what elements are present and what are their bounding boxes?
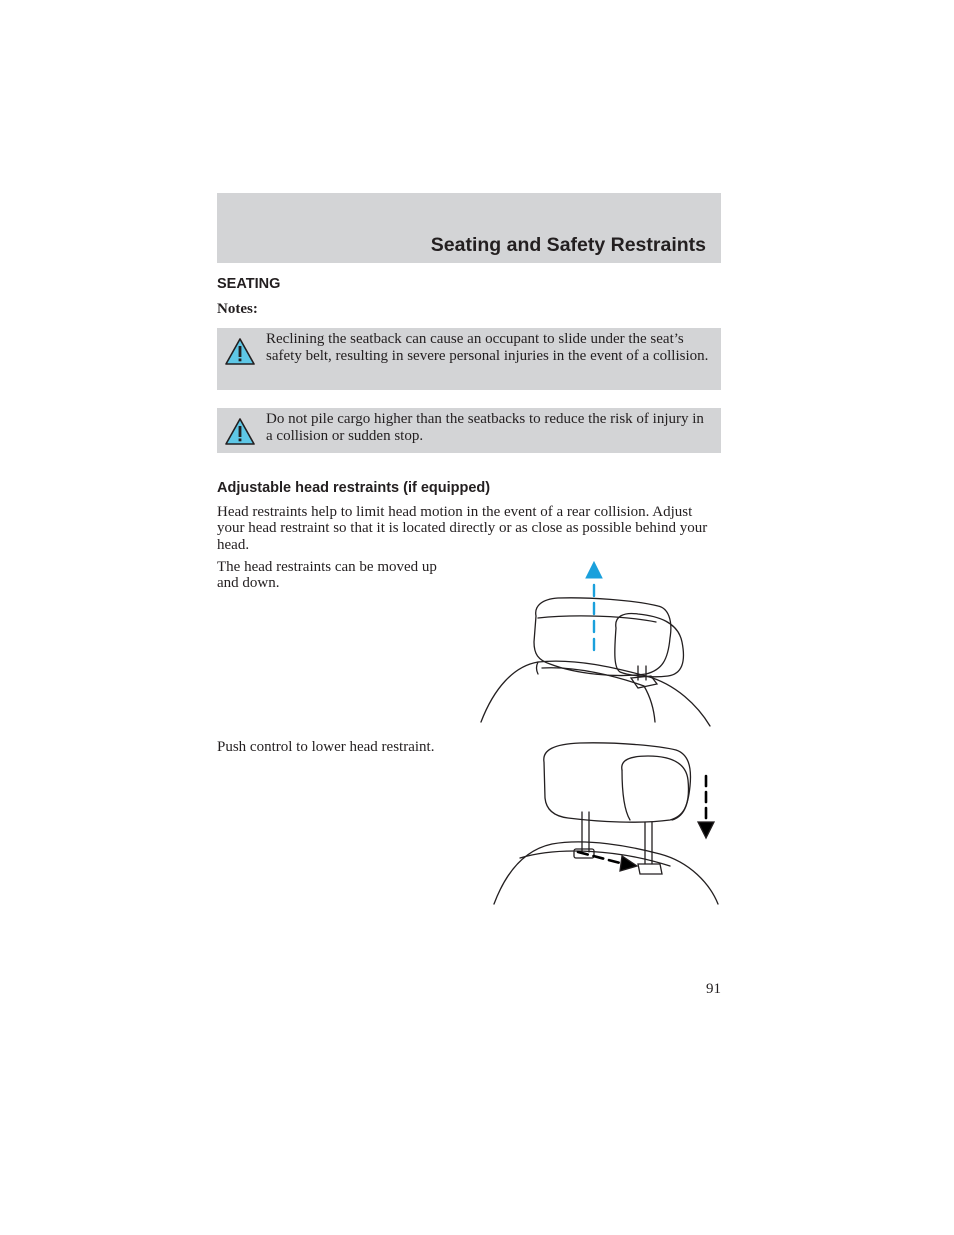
lower-instruction: Push control to lower head restraint.: [217, 739, 435, 755]
subsection-heading: Adjustable head restraints (if equipped): [217, 480, 491, 496]
notes-label: Notes:: [217, 301, 258, 317]
header-band: [217, 193, 721, 263]
page-header-title: Seating and Safety Restraints: [430, 234, 706, 256]
warning-box: [217, 408, 721, 453]
warning-triangle-icon: [224, 417, 256, 447]
raise-instruction: The head restraints can be moved up and down.: [217, 559, 437, 592]
head-restraint-lower-illustration: [490, 740, 722, 908]
section-heading: SEATING: [217, 276, 281, 292]
head-restraint-paragraph: Head restraints help to limit head motion in the event of a rear collision. Adjust your head restraint so that it is located directly or as close as possible behind your head.: [217, 504, 708, 553]
warning-text: Reclining the seatback can cause an occupant to slide under the seat’s safety belt, resulting in severe personal injuries in the event of a collision.: [266, 331, 709, 364]
warning-text: Do not pile cargo higher than the seatbacks to reduce the risk of injury in a collision or sudden stop.: [266, 411, 704, 444]
warning-triangle-icon: [224, 337, 256, 367]
page-number: 91: [706, 981, 721, 997]
warning-box: [217, 328, 721, 390]
head-restraint-raise-illustration: [476, 558, 716, 728]
